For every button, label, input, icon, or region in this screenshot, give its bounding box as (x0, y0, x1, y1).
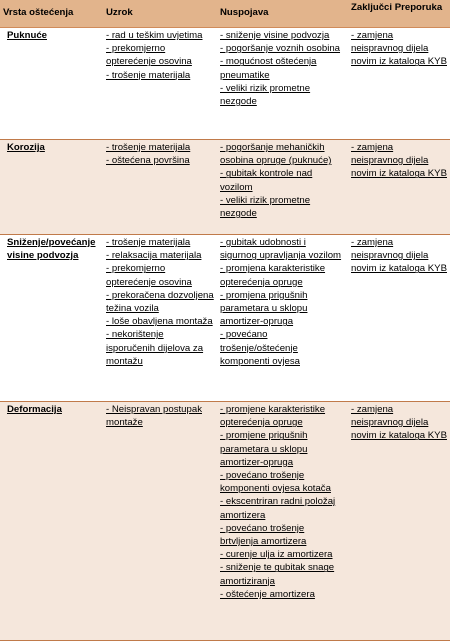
list-item: - veliki rizik prometne nezgode (220, 194, 311, 220)
header-cell-cause (103, 0, 217, 28)
effect-list (220, 236, 345, 368)
row-2-type-cell (0, 235, 103, 402)
row-3-recommendation-cell (348, 402, 450, 641)
list-item: - prekomjerno opterećenje osovina (106, 263, 192, 288)
effect-list (220, 403, 345, 601)
list-item: - zamjena neispravnog dijela novim iz kataloga KYB (351, 30, 447, 68)
effect-list (220, 29, 345, 108)
list-item: - promjena prigušnih parametara u sklopu amortizer-opruga (220, 289, 308, 328)
list-item: - povećano trošenje brtvljenja amortizera (220, 522, 307, 548)
row-1-causes-cell (103, 140, 217, 235)
damage-type: Sniženje/povećanje visine podvozja (7, 237, 96, 262)
damage-type: Puknuće (7, 30, 47, 41)
list-item: - povećano trošenje/oštećenje komponenti ovjesa (220, 329, 300, 367)
list-item: - relaksacija materijala (106, 250, 202, 262)
list-item: - loše obavljena montaža (106, 316, 213, 328)
list-item: - zamjena neispravnog dijela novim iz kataloga KYB (351, 237, 447, 275)
list-item: - gubitak udobnosti i sigurnog upravljanja vozilom (220, 237, 342, 262)
list-item: - rad u teškim uvjetima (106, 30, 203, 41)
list-item: - ekscentriran radni položaj amortizera (220, 496, 336, 521)
list-item: - curenje ulja iz amortizera (220, 549, 333, 561)
row-0-effects-cell (217, 28, 348, 140)
list-item: - oštećenje amortizera (220, 588, 315, 600)
list-item: - veliki rizik prometne nezgode (220, 82, 311, 108)
recommendation-list (351, 403, 447, 443)
row-2-effects-cell (217, 235, 348, 402)
list-item: - oštećena površina (106, 155, 190, 167)
list-item: - promjena karakteristike opterećenja opruge (220, 263, 326, 288)
cause-list (106, 403, 214, 429)
row-3-causes-cell (103, 402, 217, 641)
header-cell-effect (217, 0, 348, 28)
header-cell-type (0, 0, 103, 28)
recommendation-list (351, 236, 447, 276)
recommendation-list (351, 141, 447, 181)
row-1-effects-cell (217, 140, 348, 235)
header-cell-recommendation (348, 0, 450, 28)
list-item: - prekoračena dozvoljena težina vozila (106, 289, 214, 315)
column-header-cause: Uzrok (106, 7, 133, 18)
list-item: - promjene prigušnih parametara u sklopu amortizer-opruga (220, 430, 308, 468)
list-item: - zamjena neispravnog dijela novim iz kataloga KYB (351, 142, 447, 180)
damage-type: Korozija (7, 142, 45, 153)
list-item: - nekorištenje isporučenih dijelova za montažu (106, 329, 204, 367)
recommendation-list (351, 29, 447, 69)
list-item: - trošenje materijala (106, 142, 191, 153)
list-item: - sniženje te gubitak snage amortiziranja (220, 562, 335, 587)
column-header-effect: Nuspojava (220, 7, 269, 18)
row-0-type-cell (0, 28, 103, 140)
list-item: - Neispravan postupak montaže (106, 404, 202, 429)
list-item: - trošenje materijala (106, 237, 191, 248)
column-header-type: Vrsta oštećenja (3, 7, 74, 18)
cause-list (106, 141, 214, 167)
column-header-recommendation: Zaključci Preporuka (351, 2, 443, 13)
cause-list (106, 29, 214, 82)
list-item: - mogućnost oštećenja pneumatike (220, 56, 317, 81)
row-0-recommendation-cell (348, 28, 450, 140)
row-2-recommendation-cell (348, 235, 450, 402)
list-item: - povećano trošenje komponenti ovjesa kotača (220, 470, 331, 495)
row-3-type-cell (0, 402, 103, 641)
cause-list (106, 236, 214, 368)
row-0-causes-cell (103, 28, 217, 140)
list-item: - sniženje visine podvozja (220, 30, 330, 41)
list-item: - promjene karakteristike opterećenja opruge (220, 404, 326, 429)
list-item: - gubitak kontrole nad vozilom (220, 168, 313, 193)
row-2-causes-cell (103, 235, 217, 402)
list-item: - pogoršanje voznih osobina (220, 43, 341, 55)
row-3-effects-cell (217, 402, 348, 641)
list-item: - prekomjerno opterećenje osovina (106, 43, 192, 68)
row-1-recommendation-cell (348, 140, 450, 235)
damage-type: Deformacija (7, 404, 62, 415)
row-1-type-cell (0, 140, 103, 235)
list-item: - zamjena neispravnog dijela novim iz kataloga KYB (351, 404, 447, 442)
list-item: - trošenje materijala (106, 69, 191, 81)
effect-list (220, 141, 345, 220)
list-item: - pogoršanje mehaničkih osobina opruge (puknuće) (220, 142, 332, 167)
